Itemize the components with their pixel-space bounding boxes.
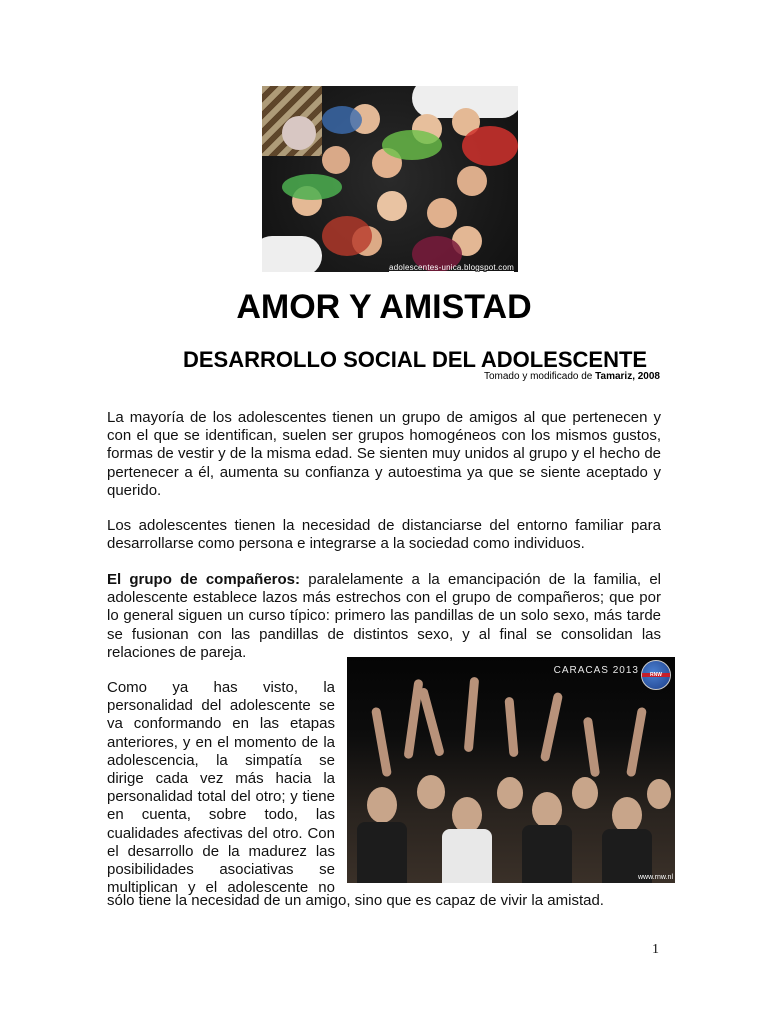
paragraph-peer-group <box>107 571 661 662</box>
paragraph-groups: La mayoría de los adolescentes tienen un grupo de amigos al que pertenecen y con el que se identifican, suelen ser grupos homogéneos con los mismos gustos, formas de vestir y de la misma edad. Se sienten muy unidos al grupo y el hecho de pertenecer a él, aumenta su confianza y autoestima ya que se siente aceptado y querido. <box>107 409 661 499</box>
person-face <box>427 198 457 228</box>
page-title: AMOR Y AMISTAD <box>236 288 532 326</box>
crowd-face <box>647 779 671 809</box>
concert-crowd-photo <box>347 657 675 883</box>
page-number: 1 <box>652 942 659 957</box>
raised-arm <box>540 692 563 762</box>
raised-arm <box>371 707 392 777</box>
person-face <box>282 116 316 150</box>
crowd-face <box>452 797 482 833</box>
person-face <box>322 146 350 174</box>
crowd-face <box>417 775 445 809</box>
peer-group-heading: El grupo de compañeros: <box>107 571 301 588</box>
paragraph-personality: Como ya has visto, la personalidad del adolescente se va conformando en las etapas anteriores, y en el momento de la adolescencia, la simpatía se dirige cada vez más hacia la personalidad total del otro; y tiene en cuenta, sobre todo, las cualidades afectivas del otro. Con el desarrollo de la madurez las posibilidades asociativas se multiplican y el adolescente no <box>107 679 335 897</box>
crowd-face <box>532 792 562 828</box>
crowd-body <box>357 822 407 883</box>
red-shirt <box>462 126 518 166</box>
raised-arm <box>626 707 647 777</box>
crowd-face <box>367 787 397 823</box>
crowd-face <box>497 777 523 809</box>
raised-arm <box>504 697 518 758</box>
section-subtitle: DESARROLLO SOCIAL DEL ADOLESCENTE <box>183 347 648 372</box>
person-face <box>377 191 407 221</box>
credit-prefix: Tomado y modificado de <box>483 371 596 382</box>
pillow <box>262 236 322 272</box>
crowd-body <box>442 829 492 883</box>
peer-group-body: paralelamente a la emancipación de la familia, el adolescente establece lazos más estrechos con el grupo de compañeros; que por lo general siguen un curso típico: primero las pandillas de un solo sexo, más tarde se fusionan con las pandillas de distintos sexo, y al final se consolidan las relaciones de pareja. <box>107 571 661 661</box>
green-shirt <box>382 130 442 160</box>
paragraph-personality-tail: sólo tiene la necesidad de un amigo, sino que es capaz de vivir la amistad. <box>107 892 604 909</box>
crowd-body <box>522 825 572 883</box>
photo-source-caption: www.rnw.nl <box>637 874 673 881</box>
raised-arm <box>583 717 600 778</box>
photo-source-caption: adolescentes-unica.blogspot.com <box>389 263 514 272</box>
crowd-face <box>612 797 642 833</box>
paragraph-distance-family: Los adolescentes tienen la necesidad de distanciarse del entorno familiar para desarrollarse como persona e integrarse a la sociedad como individuos. <box>107 517 661 553</box>
crowd-face <box>572 777 598 809</box>
blue-shirt <box>322 106 362 134</box>
person-face <box>457 166 487 196</box>
event-label: CARACAS 2013 <box>553 665 639 676</box>
credit-author: Tamariz, 2008 <box>595 371 660 382</box>
source-credit <box>484 371 660 382</box>
raised-arm <box>464 677 480 752</box>
green-shirt <box>282 174 342 200</box>
globe-logo-icon <box>641 660 671 690</box>
plaid-shirt <box>322 216 372 256</box>
raised-arm <box>418 687 445 757</box>
teens-group-photo <box>262 86 518 272</box>
